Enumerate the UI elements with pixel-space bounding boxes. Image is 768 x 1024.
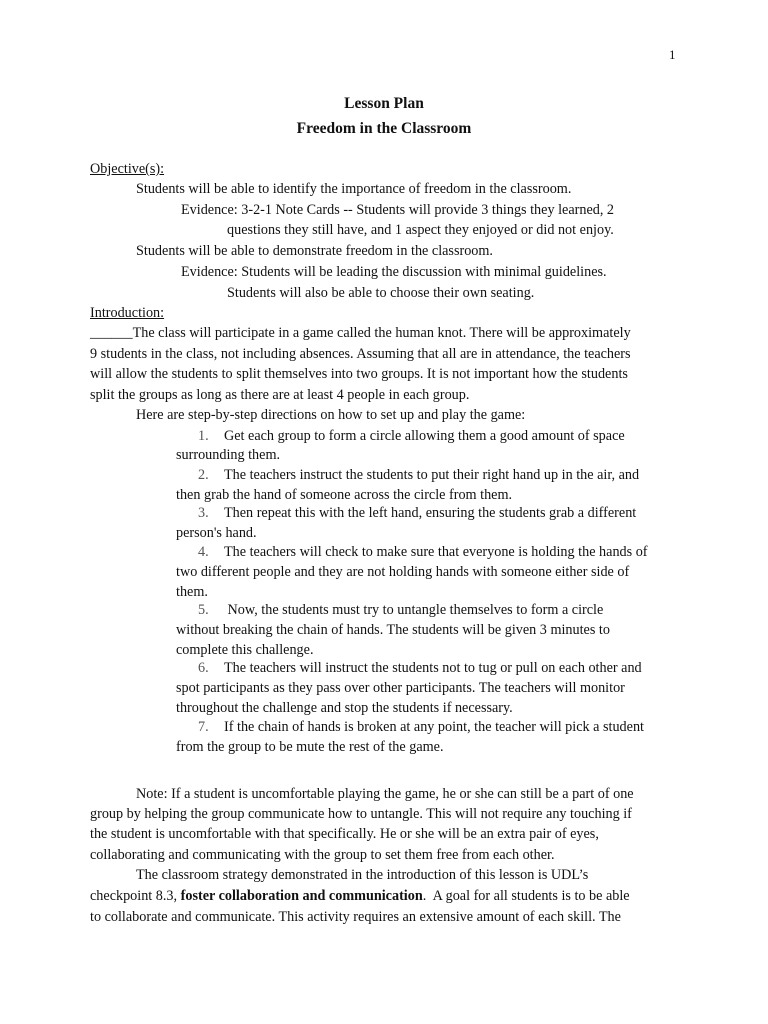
strategy-text: checkpoint 8.3, — [90, 888, 181, 904]
document-title: Lesson Plan — [344, 95, 424, 112]
step-1-line-2: surrounding them. — [176, 447, 281, 463]
step-2-line-1 — [198, 468, 639, 482]
evidence-1-line-1: Evidence: 3-2-1 Note Cards -- Students will provide 3 things they learned, 2 — [181, 202, 615, 218]
page-number: 1 — [669, 47, 676, 62]
step-text: Get each group to form a circle allowing them a good amount of space — [224, 428, 625, 444]
intro-paragraph-line-2: 9 students in the class, not including absences. Assuming that all are in attendance, the teachers — [90, 346, 631, 362]
intro-paragraph-line-3: will allow the students to split themselves into two groups. It is not important how the students — [90, 366, 628, 382]
step-2-line-2: then grab the hand of someone across the circle from them. — [176, 487, 513, 503]
objectives-heading: Objective(s): — [90, 161, 165, 177]
evidence-2-line-2: Students will also be able to choose their own seating. — [227, 285, 535, 301]
step-5-line-2: without breaking the chain of hands. The students will be given 3 minutes to — [176, 622, 610, 638]
note-line-1: Note: If a student is uncomfortable playing the game, he or she can still be a part of one — [136, 786, 634, 802]
note-line-3: the student is uncomfortable with that specifically. He or she will be an extra pair of eyes, — [90, 826, 599, 842]
step-6-line-1 — [198, 661, 642, 675]
step-number: 5. — [198, 602, 209, 618]
intro-paragraph-line-4: split the groups as long as there are at least 4 people in each group. — [90, 387, 470, 403]
step-6-line-2: spot participants as they pass over other participants. The teachers will monitor — [176, 680, 625, 696]
step-number: 1. — [198, 428, 209, 444]
step-number: 3. — [198, 505, 209, 521]
intro-paragraph-line-1 — [90, 326, 631, 340]
step-text: Then repeat this with the left hand, ensuring the students grab a different — [224, 505, 637, 521]
step-4-line-1 — [198, 545, 648, 559]
step-text: Now, the students must try to untangle themselves to form a circle — [224, 602, 604, 618]
step-6-line-3: throughout the challenge and stop the students if necessary. — [176, 700, 513, 716]
step-7-line-2: from the group to be mute the rest of the game. — [176, 739, 444, 755]
step-5-line-1 — [198, 603, 603, 617]
step-number: 4. — [198, 544, 209, 560]
document-subtitle: Freedom in the Classroom — [296, 120, 472, 137]
note-line-4: collaborating and communicating with the group to set them free from each other. — [90, 847, 555, 863]
step-3-line-2: person's hand. — [176, 525, 257, 541]
step-number: 6. — [198, 660, 209, 676]
step-text: The teachers will instruct the students not to tug or pull on each other and — [224, 660, 642, 676]
step-text: The teachers instruct the students to put their right hand up in the air, and — [224, 467, 640, 483]
step-text: If the chain of hands is broken at any point, the teacher will pick a student — [224, 719, 644, 735]
note-line-2: group by helping the group communicate how to untangle. This will not require any touching if — [90, 806, 632, 822]
step-5-line-3: complete this challenge. — [176, 642, 314, 658]
step-text: The teachers will check to make sure that everyone is holding the hands of — [224, 544, 648, 560]
strategy-bold-term: foster collaboration and communication — [180, 888, 423, 904]
evidence-2-line-1: Evidence: Students will be leading the discussion with minimal guidelines. — [181, 264, 607, 280]
step-4-line-3: them. — [176, 584, 208, 600]
strategy-text: . A goal for all students is to be able — [422, 888, 630, 904]
step-3-line-1 — [198, 506, 636, 520]
step-number: 2. — [198, 467, 209, 483]
step-1-line-1 — [198, 429, 625, 443]
blank-line: ______ — [90, 325, 133, 341]
strategy-line-2 — [90, 889, 630, 903]
introduction-heading: Introduction: — [90, 305, 165, 321]
strategy-line-3: to collaborate and communicate. This activity requires an extensive amount of each skill. The — [90, 909, 621, 925]
objective-1: Students will be able to identify the importance of freedom in the classroom. — [136, 181, 572, 197]
step-4-line-2: two different people and they are not holding hands with someone either side of — [176, 564, 630, 580]
intro-line-1-text: The class will participate in a game called the human knot. There will be approximately — [132, 325, 631, 341]
step-7-line-1 — [198, 720, 644, 734]
strategy-line-1: The classroom strategy demonstrated in the introduction of this lesson is UDL’s — [136, 867, 589, 883]
objective-2: Students will be able to demonstrate freedom in the classroom. — [136, 243, 493, 259]
evidence-1-line-2: questions they still have, and 1 aspect they enjoyed or did not enjoy. — [227, 222, 614, 238]
step-number: 7. — [198, 719, 209, 735]
intro-paragraph-2: Here are step-by-step directions on how to set up and play the game: — [136, 407, 526, 423]
